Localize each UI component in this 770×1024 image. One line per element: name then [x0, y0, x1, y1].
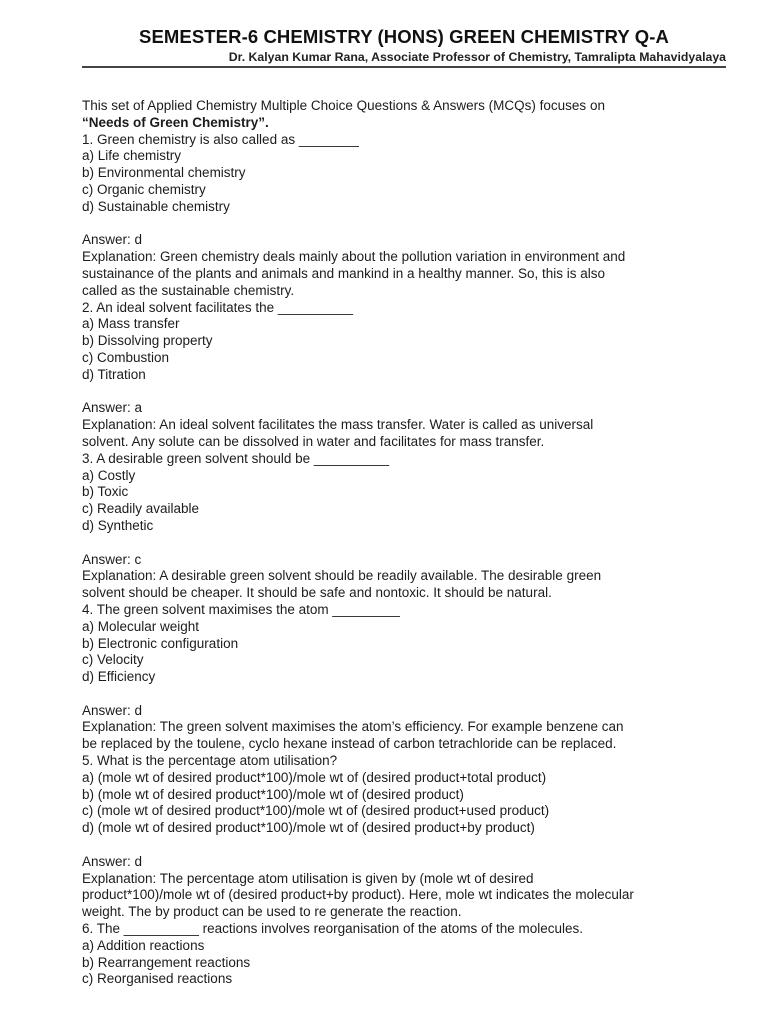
answer-1: Answer: d	[82, 232, 143, 248]
spacer	[82, 686, 732, 703]
option: c) Reorganised reactions	[82, 971, 233, 987]
answer-5: Answer: d	[82, 853, 143, 869]
document-title: SEMESTER-6 CHEMISTRY (HONS) GREEN CHEMISTRY Q-A	[139, 26, 669, 47]
question-2: 2. An ideal solvent facilitates the __________	[82, 299, 353, 315]
spacer	[82, 384, 732, 401]
option: a) Molecular weight	[82, 618, 200, 634]
option: a) (mole wt of desired product*100)/mole wt of (desired product+total product)	[82, 769, 547, 785]
option: c) Organic chemistry	[82, 181, 206, 197]
explanation-line: Explanation: An ideal solvent facilitates the mass transfer. Water is called as universal	[82, 417, 594, 433]
option: b) Rearrangement reactions	[82, 954, 251, 970]
question-6: 6. The __________ reactions involves reorganisation of the atoms of the molecules.	[82, 921, 584, 937]
option: c) (mole wt of desired product*100)/mole wt of (desired product+used product)	[82, 803, 550, 819]
explanation-line: be replaced by the toulene, cyclo hexane instead of carbon tetrachloride can be replaced.	[82, 736, 617, 752]
intro-topic: “Needs of Green Chemistry”.	[82, 114, 269, 130]
explanation-line: Explanation: The green solvent maximises the atom’s efficiency. For example benzene can	[82, 719, 624, 735]
spacer	[82, 535, 732, 552]
author-line: Dr. Kalyan Kumar Rana, Associate Professor of Chemistry, Tamralipta Mahavidyalaya	[228, 50, 726, 64]
option: b) (mole wt of desired product*100)/mole wt of (desired product)	[82, 786, 464, 802]
explanation-line: solvent should be cheaper. It should be safe and nontoxic. It should be natural.	[82, 585, 552, 601]
option: b) Dissolving property	[82, 333, 213, 349]
option: a) Addition reactions	[82, 937, 205, 953]
explanation-line: product*100)/mole wt of (desired product+by product). Here, mole wt indicates the molecular	[82, 887, 634, 903]
option: c) Readily available	[82, 501, 200, 517]
document-body	[82, 98, 732, 988]
option: d) Sustainable chemistry	[82, 198, 230, 214]
option: c) Combustion	[82, 349, 170, 365]
explanation-line: solvent. Any solute can be dissolved in water and facilitates for mass transfer.	[82, 433, 545, 449]
spacer	[82, 837, 732, 854]
option: a) Mass transfer	[82, 316, 180, 332]
option: d) Titration	[82, 366, 146, 382]
option: d) (mole wt of desired product*100)/mole wt of (desired product+by product)	[82, 820, 535, 836]
question-3: 3. A desirable green solvent should be __________	[82, 450, 389, 466]
intro-text: This set of Applied Chemistry Multiple Choice Questions & Answers (MCQs) focuses on	[82, 98, 605, 113]
question-5: 5. What is the percentage atom utilisation?	[82, 753, 338, 769]
option: b) Electronic configuration	[82, 635, 239, 651]
option: b) Environmental chemistry	[82, 165, 246, 181]
option: d) Efficiency	[82, 669, 156, 685]
explanation-line: Explanation: The percentage atom utilisation is given by (mole wt of desired	[82, 870, 534, 886]
option: a) Costly	[82, 467, 136, 483]
explanation-line: Explanation: Green chemistry deals mainly about the pollution variation in environment and	[82, 249, 626, 265]
answer-4: Answer: d	[82, 702, 143, 718]
question-1: 1. Green chemistry is also called as ________	[82, 131, 359, 147]
option: c) Velocity	[82, 652, 144, 668]
document-header	[82, 26, 726, 68]
explanation-line: sustainance of the plants and animals and mankind in a healthy manner. So, this is also	[82, 265, 606, 281]
answer-2: Answer: a	[82, 400, 143, 416]
explanation-line: weight. The by product can be used to re generate the reaction.	[82, 904, 462, 920]
answer-3: Answer: c	[82, 551, 142, 567]
question-4: 4. The green solvent maximises the atom _________	[82, 601, 400, 617]
option: b) Toxic	[82, 484, 129, 500]
option: a) Life chemistry	[82, 148, 182, 164]
header-rule	[82, 66, 726, 68]
explanation-line: Explanation: A desirable green solvent should be readily available. The desirable green	[82, 568, 602, 584]
spacer	[82, 216, 732, 233]
explanation-line: called as the sustainable chemistry.	[82, 282, 295, 298]
option: d) Synthetic	[82, 517, 154, 533]
